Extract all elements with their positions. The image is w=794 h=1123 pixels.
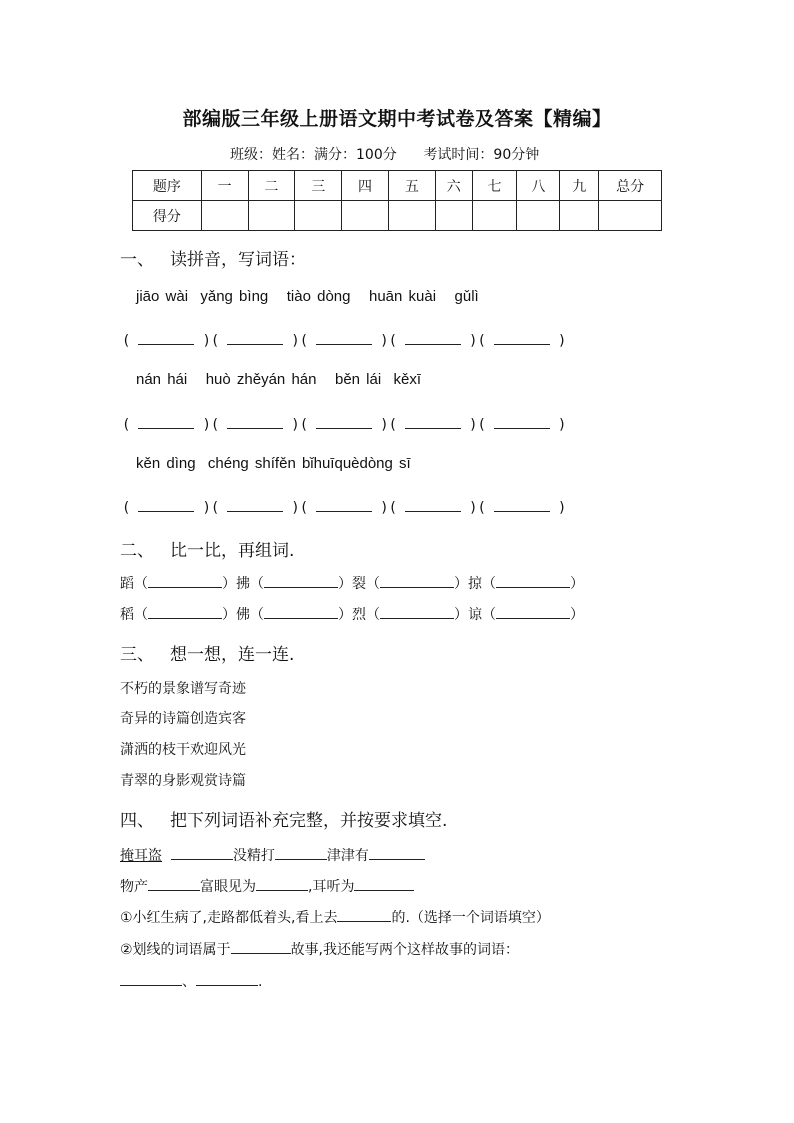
- answer-blank[interactable]: [231, 939, 291, 954]
- answer-blank[interactable]: [196, 971, 258, 986]
- exam-time: 考试时间：90分钟: [423, 147, 540, 163]
- section-2-heading: [120, 536, 294, 561]
- answer-blank[interactable]: [316, 414, 372, 429]
- section-number: 一、: [120, 250, 154, 270]
- pinyin-row: jiāo wài yǎng bìng tiào dòng huān kuài gǔlì: [136, 288, 479, 305]
- answer-blank[interactable]: [494, 497, 550, 512]
- section-3-heading: [120, 640, 294, 665]
- header-cell: 三: [295, 171, 342, 201]
- answer-blank[interactable]: [148, 604, 222, 619]
- score-cell[interactable]: [517, 201, 560, 231]
- answer-blank[interactable]: [380, 573, 454, 588]
- answer-blank[interactable]: [494, 330, 550, 345]
- question-text: ①小红生病了,走路都低着头,看上去: [120, 910, 338, 926]
- idiom-row: [120, 845, 425, 865]
- answer-blank[interactable]: [380, 604, 454, 619]
- idiom-text: 没精打: [232, 848, 275, 864]
- answer-blank[interactable]: [337, 907, 391, 922]
- blank-row: ( )( )( )( )( ): [122, 497, 566, 516]
- separator: 、: [182, 974, 196, 990]
- section-title: 把下列词语补充完整，并按要求填空.: [170, 811, 448, 831]
- score-cell[interactable]: [295, 201, 342, 231]
- answer-blank[interactable]: [138, 497, 194, 512]
- idiom-text: 物产: [120, 879, 148, 895]
- section-title: 读拼音，写词语：: [170, 250, 306, 270]
- answer-blank[interactable]: [227, 497, 283, 512]
- header-cell: 一: [201, 171, 248, 201]
- compare-row: 蹈（ ）拂（ ）裂（ ）掠（ ）: [120, 573, 584, 593]
- char: 佛: [236, 607, 250, 623]
- score-cell[interactable]: [388, 201, 435, 231]
- header-cell: 四: [342, 171, 389, 201]
- section-number: 二、: [120, 541, 154, 561]
- section-number: 三、: [120, 645, 154, 665]
- pinyin-row: kěn dìng chéng shífěn bǐhuīquèdòng sī: [136, 455, 411, 472]
- score-table-score-row: [133, 201, 662, 231]
- header-cell: 九: [560, 171, 599, 201]
- answer-blank[interactable]: [316, 330, 372, 345]
- score-cell[interactable]: [435, 201, 472, 231]
- class-info: 班级：姓名：满分：100分: [230, 147, 397, 163]
- blank-row: ( )( )( )( )( ): [122, 330, 566, 349]
- answer-blank[interactable]: [138, 330, 194, 345]
- section-title: 想一想，连一连.: [170, 645, 295, 665]
- answer-blank[interactable]: [275, 845, 327, 860]
- score-cell[interactable]: [560, 201, 599, 231]
- answer-blank[interactable]: [264, 604, 338, 619]
- score-cell[interactable]: [599, 201, 662, 231]
- header-cell: 七: [472, 171, 517, 201]
- period: .: [258, 974, 263, 990]
- section-title: 比一比，再组词.: [170, 541, 295, 561]
- row-label: 得分: [133, 201, 202, 231]
- underlined-word: 掩耳盗: [120, 848, 162, 864]
- section-4-heading: [120, 806, 447, 831]
- idiom-text: 津津有: [326, 848, 369, 864]
- answer-blank[interactable]: [369, 845, 425, 860]
- match-line: 青翠的身影观赏诗篇: [120, 773, 246, 789]
- match-line: 奇异的诗篇创造宾客: [120, 711, 246, 727]
- answer-blank[interactable]: [496, 573, 570, 588]
- exam-subtitle: [230, 144, 539, 164]
- char: 裂: [352, 576, 366, 592]
- answer-blank[interactable]: [405, 497, 461, 512]
- header-cell: 总分: [599, 171, 662, 201]
- answer-blank[interactable]: [148, 876, 200, 891]
- header-cell: 题序: [133, 171, 202, 201]
- score-table: [132, 170, 662, 231]
- score-cell[interactable]: [342, 201, 389, 231]
- header-cell: 五: [388, 171, 435, 201]
- exam-title: 部编版三年级上册语文期中考试卷及答案【精编】: [182, 108, 612, 130]
- compare-row: 稻（ ）佛（ ）烈（ ）谅（ ）: [120, 604, 584, 624]
- answer-blank[interactable]: [148, 573, 222, 588]
- answer-blank[interactable]: [354, 876, 414, 891]
- answer-blank[interactable]: [316, 497, 372, 512]
- char: 蹈: [120, 576, 134, 592]
- match-line: 不朽的景象谱写奇迹: [120, 681, 246, 697]
- char: 稻: [120, 607, 134, 623]
- answer-blank[interactable]: [138, 414, 194, 429]
- score-cell[interactable]: [472, 201, 517, 231]
- char: 谅: [468, 607, 482, 623]
- char: 拂: [236, 576, 250, 592]
- idiom-row: [120, 876, 414, 896]
- answer-blank[interactable]: [227, 414, 283, 429]
- section-1-heading: [120, 245, 306, 270]
- score-cell[interactable]: [201, 201, 248, 231]
- pinyin-row: nán hái huò zhěyán hán běn lái kěxī: [136, 371, 422, 388]
- question-3: [120, 971, 262, 991]
- score-cell[interactable]: [248, 201, 295, 231]
- score-table-header-row: [133, 171, 662, 201]
- header-cell: 六: [435, 171, 472, 201]
- answer-blank[interactable]: [171, 845, 233, 860]
- question-text: 的.（选择一个词语填空）: [391, 910, 550, 926]
- question-1: [120, 907, 550, 927]
- idiom-text: ,耳听为: [308, 879, 355, 895]
- answer-blank[interactable]: [227, 330, 283, 345]
- idiom-text: 富眼见为: [200, 879, 256, 895]
- char: 掠: [468, 576, 482, 592]
- question-text: ②划线的词语属于: [120, 942, 231, 958]
- answer-blank[interactable]: [264, 573, 338, 588]
- section-number: 四、: [120, 811, 154, 831]
- header-cell: 二: [248, 171, 295, 201]
- char: 烈: [352, 607, 366, 623]
- answer-blank[interactable]: [405, 330, 461, 345]
- answer-blank[interactable]: [405, 414, 461, 429]
- answer-blank[interactable]: [494, 414, 550, 429]
- question-2: [120, 939, 519, 959]
- answer-blank[interactable]: [496, 604, 570, 619]
- question-text: 故事,我还能写两个这样故事的词语：: [290, 942, 520, 958]
- blank-row: ( )( )( )( )( ): [122, 414, 566, 433]
- header-cell: 八: [517, 171, 560, 201]
- answer-blank[interactable]: [120, 971, 182, 986]
- match-line: 潇洒的枝干欢迎风光: [120, 742, 246, 758]
- answer-blank[interactable]: [256, 876, 308, 891]
